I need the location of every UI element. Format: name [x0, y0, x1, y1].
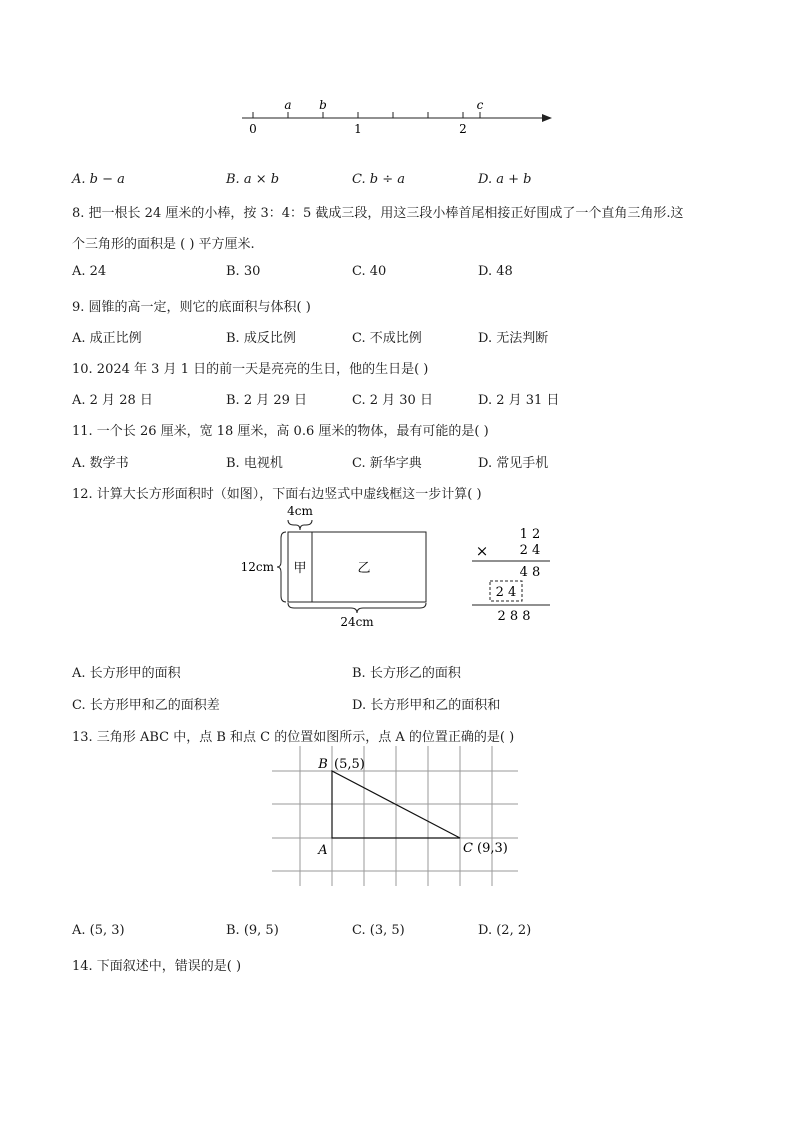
q12-rectangle-figure	[236, 502, 436, 632]
q8-option-c[interactable]: C. 40	[352, 264, 387, 279]
q10-option-b[interactable]: B. 2 月 29 日	[226, 393, 308, 408]
partial-product-2: 2 4	[495, 585, 517, 600]
q8-stem-line2: 个三角形的面积是 ( ) 平方厘米.	[72, 237, 255, 252]
q10-option-d[interactable]: D. 2 月 31 日	[478, 393, 560, 408]
q11-option-d[interactable]: D. 常见手机	[478, 456, 549, 471]
left-brace	[277, 532, 286, 602]
q9-stem: 9. 圆锥的高一定，则它的底面积与体积( )	[72, 300, 311, 315]
q10-option-a[interactable]: A. 2 月 28 日	[72, 393, 153, 408]
vertex-label-a: A	[318, 843, 328, 858]
tick-label-0: 0	[249, 122, 257, 136]
q13-grid-figure	[272, 746, 522, 888]
coord-label-c: (9,3)	[477, 841, 508, 856]
q7-option-b[interactable]: B. a × b	[226, 172, 280, 187]
q10-option-c[interactable]: C. 2 月 30 日	[352, 393, 433, 408]
partial-product-1: 4 8	[519, 565, 541, 580]
q8-stem-line1: 8. 把一根长 24 厘米的小棒，按 3：4：5 截成三段，用这三段小棒首尾相接正好围成了一个直角三角形.这	[72, 206, 684, 221]
length-label-24cm: 24cm	[340, 615, 374, 629]
q12-vertical-multiplication	[470, 524, 560, 624]
q11-option-c[interactable]: C. 新华字典	[352, 456, 422, 471]
q9-option-b[interactable]: B. 成反比例	[226, 331, 296, 346]
q13-option-b[interactable]: B. (9, 5)	[226, 923, 279, 938]
point-label-b: b	[319, 98, 327, 112]
q14-stem: 14. 下面叙述中，错误的是( )	[72, 959, 242, 974]
q7-option-c[interactable]: C. b ÷ a	[352, 172, 405, 187]
tick-label-2: 2	[459, 122, 467, 136]
q8-option-a[interactable]: A. 24	[72, 264, 107, 279]
number-line-figure	[236, 96, 560, 140]
q7-option-d[interactable]: D. a + b	[478, 172, 532, 187]
q9-option-d[interactable]: D. 无法判断	[478, 331, 549, 346]
q13-stem: 13. 三角形 ABC 中，点 B 和点 C 的位置如图所示，点 A 的位置正确的是( )	[72, 730, 515, 745]
times-sign: ×	[475, 542, 489, 560]
point-label-a: a	[284, 98, 292, 112]
vertex-label-c: C	[463, 841, 473, 856]
vertex-label-b: B	[318, 757, 328, 772]
q8-option-b[interactable]: B. 30	[226, 264, 261, 279]
multiplicand: 1 2	[519, 527, 541, 542]
q8-option-d[interactable]: D. 48	[478, 264, 513, 279]
point-label-c: c	[476, 98, 484, 112]
q11-stem: 11. 一个长 26 厘米，宽 18 厘米，高 0.6 厘米的物体，最有可能的是( )	[72, 424, 489, 439]
coord-label-b: (5,5)	[334, 757, 365, 772]
q12-option-a[interactable]: A. 长方形甲的面积	[72, 666, 181, 681]
final-product: 2 8 8	[497, 609, 531, 624]
q12-option-d[interactable]: D. 长方形甲和乙的面积和	[352, 698, 501, 713]
q7-option-a[interactable]: A. b − a	[72, 172, 125, 187]
q13-option-d[interactable]: D. (2, 2)	[478, 923, 532, 938]
bottom-brace	[288, 603, 426, 613]
part-label-jia: 甲	[293, 561, 307, 576]
height-label-12cm: 12cm	[240, 560, 274, 574]
q9-option-a[interactable]: A. 成正比例	[72, 331, 142, 346]
q10-stem: 10. 2024 年 3 月 1 日的前一天是亮亮的生日，他的生日是( )	[72, 362, 429, 377]
width-label-4cm: 4cm	[287, 504, 313, 518]
grid-lines	[272, 746, 518, 886]
q11-option-b[interactable]: B. 电视机	[226, 456, 283, 471]
multiplier: 2 4	[519, 543, 541, 558]
q13-option-c[interactable]: C. (3, 5)	[352, 923, 405, 938]
part-label-yi: 乙	[357, 561, 371, 576]
q12-stem: 12. 计算大长方形面积时（如图），下面右边竖式中虚线框这一步计算( )	[72, 487, 482, 502]
q12-option-b[interactable]: B. 长方形乙的面积	[352, 666, 461, 681]
top-brace	[288, 520, 312, 530]
q13-option-a[interactable]: A. (5, 3)	[72, 923, 125, 938]
q11-option-a[interactable]: A. 数学书	[72, 456, 129, 471]
q12-option-c[interactable]: C. 长方形甲和乙的面积差	[72, 698, 220, 713]
tick-label-1: 1	[354, 122, 362, 136]
q9-option-c[interactable]: C. 不成比例	[352, 331, 422, 346]
axis-arrow-icon	[542, 114, 552, 122]
